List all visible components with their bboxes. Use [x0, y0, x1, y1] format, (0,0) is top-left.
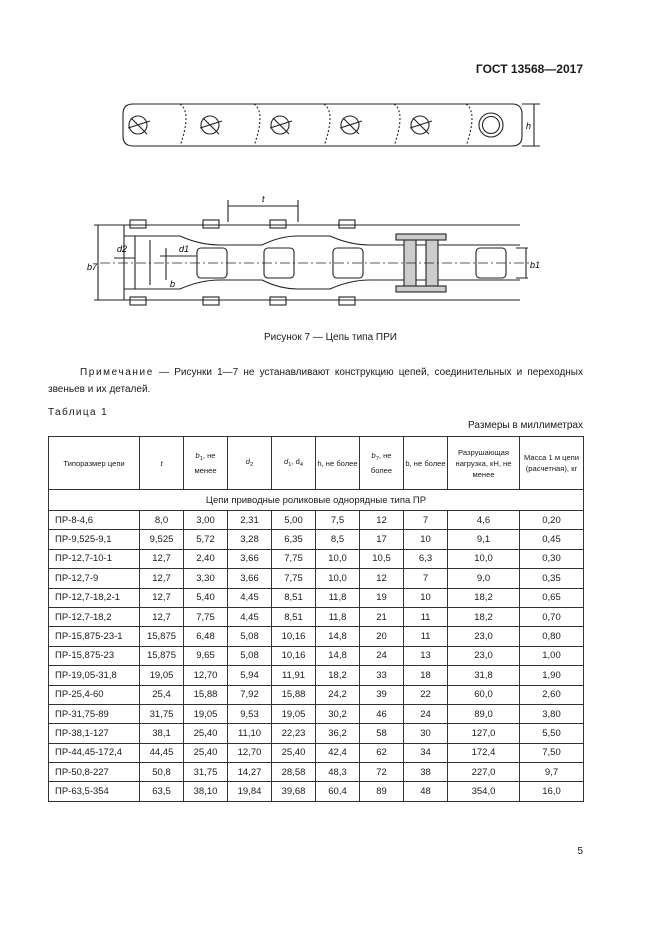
table-cell: 19 [360, 588, 404, 607]
table-cell: 9,7 [520, 763, 584, 782]
table-cell: 23,0 [448, 627, 520, 646]
table-cell: 227,0 [448, 763, 520, 782]
table-row [49, 763, 584, 782]
table-cell: 8,51 [272, 588, 316, 607]
table-cell: 3,66 [228, 549, 272, 568]
table-cell: 7 [404, 569, 448, 588]
table-cell: 0,70 [520, 607, 584, 626]
table-cell: 30 [404, 724, 448, 743]
label-b1: b1 [530, 260, 541, 270]
table-cell: 19,05 [140, 666, 184, 685]
table-cell: 7,5 [316, 511, 360, 530]
table-cell: 20 [360, 627, 404, 646]
table-cell: 24 [360, 646, 404, 665]
table-cell: 5,08 [228, 646, 272, 665]
table-cell: 39 [360, 685, 404, 704]
table-cell: 0,30 [520, 549, 584, 568]
table-cell: 8,51 [272, 607, 316, 626]
table-cell: 12,7 [140, 607, 184, 626]
table-cell: 38,10 [184, 782, 228, 801]
table-cell: 12,70 [184, 666, 228, 685]
table-cell: 58 [360, 724, 404, 743]
table-cell: 34 [404, 743, 448, 762]
label-b: b [170, 279, 176, 289]
table-header-row [49, 437, 584, 490]
table-cell: 11,10 [228, 724, 272, 743]
table-cell: 9,525 [140, 530, 184, 549]
table-row [49, 569, 584, 588]
table-row [49, 743, 584, 762]
note-label: Примечание [80, 367, 154, 378]
table-cell: 11,91 [272, 666, 316, 685]
table-cell: 3,80 [520, 704, 584, 723]
header-type: Типоразмер цепи [49, 437, 140, 490]
table-cell: 6,48 [184, 627, 228, 646]
table-cell: 15,875 [140, 627, 184, 646]
table-cell: 48 [404, 782, 448, 801]
table-cell: 25,40 [184, 743, 228, 762]
table-cell: 4,45 [228, 607, 272, 626]
cell-chain-type: ПР-15,875-23-1 [49, 627, 140, 646]
header-load: Разрушающая нагрузка, кН, не менее [448, 437, 520, 490]
table-cell: 5,72 [184, 530, 228, 549]
table-cell: 10,16 [272, 627, 316, 646]
label-d1: d1 [179, 244, 190, 254]
table-cell: 10,5 [360, 549, 404, 568]
table-row [49, 511, 584, 530]
cell-chain-type: ПР-8-4,6 [49, 511, 140, 530]
table-cell: 63,5 [140, 782, 184, 801]
table-cell: 15,88 [184, 685, 228, 704]
table-cell: 22,23 [272, 724, 316, 743]
table-cell: 8,0 [140, 511, 184, 530]
table-cell: 7,75 [272, 549, 316, 568]
table-cell: 62 [360, 743, 404, 762]
table-cell: 5,50 [520, 724, 584, 743]
table-cell: 10,0 [316, 569, 360, 588]
label-b7: b7 [87, 262, 98, 272]
table-cell: 89,0 [448, 704, 520, 723]
chain-drawing [0, 0, 661, 335]
table-cell: 46 [360, 704, 404, 723]
table-cell: 14,27 [228, 763, 272, 782]
table-cell: 7,92 [228, 685, 272, 704]
table-cell: 17 [360, 530, 404, 549]
table-cell: 9,1 [448, 530, 520, 549]
cell-chain-type: ПР-19,05-31,8 [49, 666, 140, 685]
cell-chain-type: ПР-50,8-227 [49, 763, 140, 782]
cell-chain-type: ПР-12,7-18,2-1 [49, 588, 140, 607]
header-d1-d4: $d_1$, $d_4$ [272, 437, 316, 490]
table-cell: 19,05 [272, 704, 316, 723]
table-cell: 9,0 [448, 569, 520, 588]
document-code: ГОСТ 13568—2017 [475, 62, 583, 76]
table-row [49, 607, 584, 626]
table-cell: 172,4 [448, 743, 520, 762]
cell-chain-type: ПР-12,7-9 [49, 569, 140, 588]
cell-chain-type: ПР-15,875-23 [49, 646, 140, 665]
table-cell: 12,7 [140, 588, 184, 607]
table-cell: 18 [404, 666, 448, 685]
table-cell: 127,0 [448, 724, 520, 743]
header-t: t [140, 437, 184, 490]
table-cell: 12,7 [140, 569, 184, 588]
table-row [49, 588, 584, 607]
table-cell: 12,70 [228, 743, 272, 762]
table-cell: 38 [404, 763, 448, 782]
table-cell: 22 [404, 685, 448, 704]
table-cell: 2,31 [228, 511, 272, 530]
header-d2: $d_2$ [228, 437, 272, 490]
table-cell: 7 [404, 511, 448, 530]
table-cell: 8,5 [316, 530, 360, 549]
header-b7: $b_7$, не более [360, 437, 404, 490]
table-cell: 28,58 [272, 763, 316, 782]
table-cell: 3,66 [228, 569, 272, 588]
table-cell: 9,53 [228, 704, 272, 723]
table-cell: 0,45 [520, 530, 584, 549]
table-cell: 31,75 [184, 763, 228, 782]
table-cell: 13 [404, 646, 448, 665]
table-cell: 5,08 [228, 627, 272, 646]
table-title: Таблица 1 [48, 407, 109, 418]
table-cell: 23,0 [448, 646, 520, 665]
table-cell: 7,75 [184, 607, 228, 626]
page-number: 5 [577, 846, 583, 857]
table-cell: 31,8 [448, 666, 520, 685]
table-cell: 21 [360, 607, 404, 626]
table-cell: 5,40 [184, 588, 228, 607]
table-cell: 72 [360, 763, 404, 782]
table-cell: 10 [404, 530, 448, 549]
cell-chain-type: ПР-12,7-10-1 [49, 549, 140, 568]
table-cell: 5,00 [272, 511, 316, 530]
table-cell: 50,8 [140, 763, 184, 782]
table-row [49, 627, 584, 646]
table-cell: 0,35 [520, 569, 584, 588]
table-cell: 10,0 [316, 549, 360, 568]
table-cell: 7,50 [520, 743, 584, 762]
table-cell: 60,4 [316, 782, 360, 801]
table-cell: 24,2 [316, 685, 360, 704]
table-cell: 19,05 [184, 704, 228, 723]
table-cell: 11,8 [316, 607, 360, 626]
table-cell: 10,0 [448, 549, 520, 568]
table-cell: 12 [360, 569, 404, 588]
figure-caption: Рисунок 7 — Цепь типа ПРИ [264, 332, 397, 343]
table-cell: 14,8 [316, 627, 360, 646]
cell-chain-type: ПР-63,5-354 [49, 782, 140, 801]
note-text: — Рисунки 1—7 не устанавливают конструкцию цепей, соединительных и переходных звеньев и их деталей. [48, 367, 583, 395]
table-units: Размеры в миллиметрах [468, 420, 583, 431]
label-d2: d2 [117, 244, 128, 254]
table-cell: 11,8 [316, 588, 360, 607]
table-cell: 15,875 [140, 646, 184, 665]
table-row [49, 704, 584, 723]
table-cell: 354,0 [448, 782, 520, 801]
label-t: t [262, 194, 265, 204]
table-row [49, 549, 584, 568]
table-cell: 6,3 [404, 549, 448, 568]
header-h: h, не более [316, 437, 360, 490]
table-group-row [49, 490, 584, 511]
table-cell: 0,65 [520, 588, 584, 607]
table-cell: 38,1 [140, 724, 184, 743]
table-cell: 0,80 [520, 627, 584, 646]
table-cell: 30,2 [316, 704, 360, 723]
table-cell: 25,4 [140, 685, 184, 704]
cell-chain-type: ПР-44,45-172,4 [49, 743, 140, 762]
table-cell: 11 [404, 607, 448, 626]
table-cell: 19,84 [228, 782, 272, 801]
table-row [49, 724, 584, 743]
cell-chain-type: ПР-31,75-89 [49, 704, 140, 723]
table-cell: 24 [404, 704, 448, 723]
table-cell: 3,28 [228, 530, 272, 549]
table-cell: 16,0 [520, 782, 584, 801]
table-cell: 0,20 [520, 511, 584, 530]
table-cell: 3,30 [184, 569, 228, 588]
table-row [49, 530, 584, 549]
table-cell: 9,65 [184, 646, 228, 665]
cell-chain-type: ПР-12,7-18,2 [49, 607, 140, 626]
table-cell: 11 [404, 627, 448, 646]
table-cell: 31,75 [140, 704, 184, 723]
table-cell: 25,40 [272, 743, 316, 762]
table-cell: 18,2 [448, 588, 520, 607]
label-h: h [526, 121, 532, 131]
table-cell: 10 [404, 588, 448, 607]
cell-chain-type: ПР-9,525-9,1 [49, 530, 140, 549]
table-cell: 25,40 [184, 724, 228, 743]
table-row [49, 666, 584, 685]
table-cell: 15,88 [272, 685, 316, 704]
table-cell: 1,00 [520, 646, 584, 665]
note-paragraph [48, 364, 583, 398]
cell-chain-type: ПР-38,1-127 [49, 724, 140, 743]
table-row [49, 685, 584, 704]
table-cell: 12 [360, 511, 404, 530]
table-cell: 89 [360, 782, 404, 801]
table-cell: 18,2 [448, 607, 520, 626]
table-cell: 4,45 [228, 588, 272, 607]
table-cell: 14,8 [316, 646, 360, 665]
table-row [49, 646, 584, 665]
table-cell: 42,4 [316, 743, 360, 762]
table-cell: 2,40 [184, 549, 228, 568]
table-cell: 5,94 [228, 666, 272, 685]
table-cell: 4,6 [448, 511, 520, 530]
header-mass: Масса 1 м цепи (расчетная), кг [520, 437, 584, 490]
table-cell: 3,00 [184, 511, 228, 530]
table-cell: 7,75 [272, 569, 316, 588]
group-title: Цепи приводные роликовые однорядные типа ПР [49, 490, 584, 511]
specs-table [48, 436, 584, 802]
table-cell: 33 [360, 666, 404, 685]
table-cell: 48,3 [316, 763, 360, 782]
table-cell: 2,60 [520, 685, 584, 704]
table-cell: 10,16 [272, 646, 316, 665]
header-b: b, не более [404, 437, 448, 490]
table-cell: 18,2 [316, 666, 360, 685]
table-cell: 60,0 [448, 685, 520, 704]
table-cell: 44,45 [140, 743, 184, 762]
table-row [49, 782, 584, 801]
header-b1: $b_1$, не менее [184, 437, 228, 490]
table-cell: 36,2 [316, 724, 360, 743]
table-cell: 1,90 [520, 666, 584, 685]
table-cell: 12,7 [140, 549, 184, 568]
table-cell: 39,68 [272, 782, 316, 801]
cell-chain-type: ПР-25,4-60 [49, 685, 140, 704]
table-cell: 6,35 [272, 530, 316, 549]
